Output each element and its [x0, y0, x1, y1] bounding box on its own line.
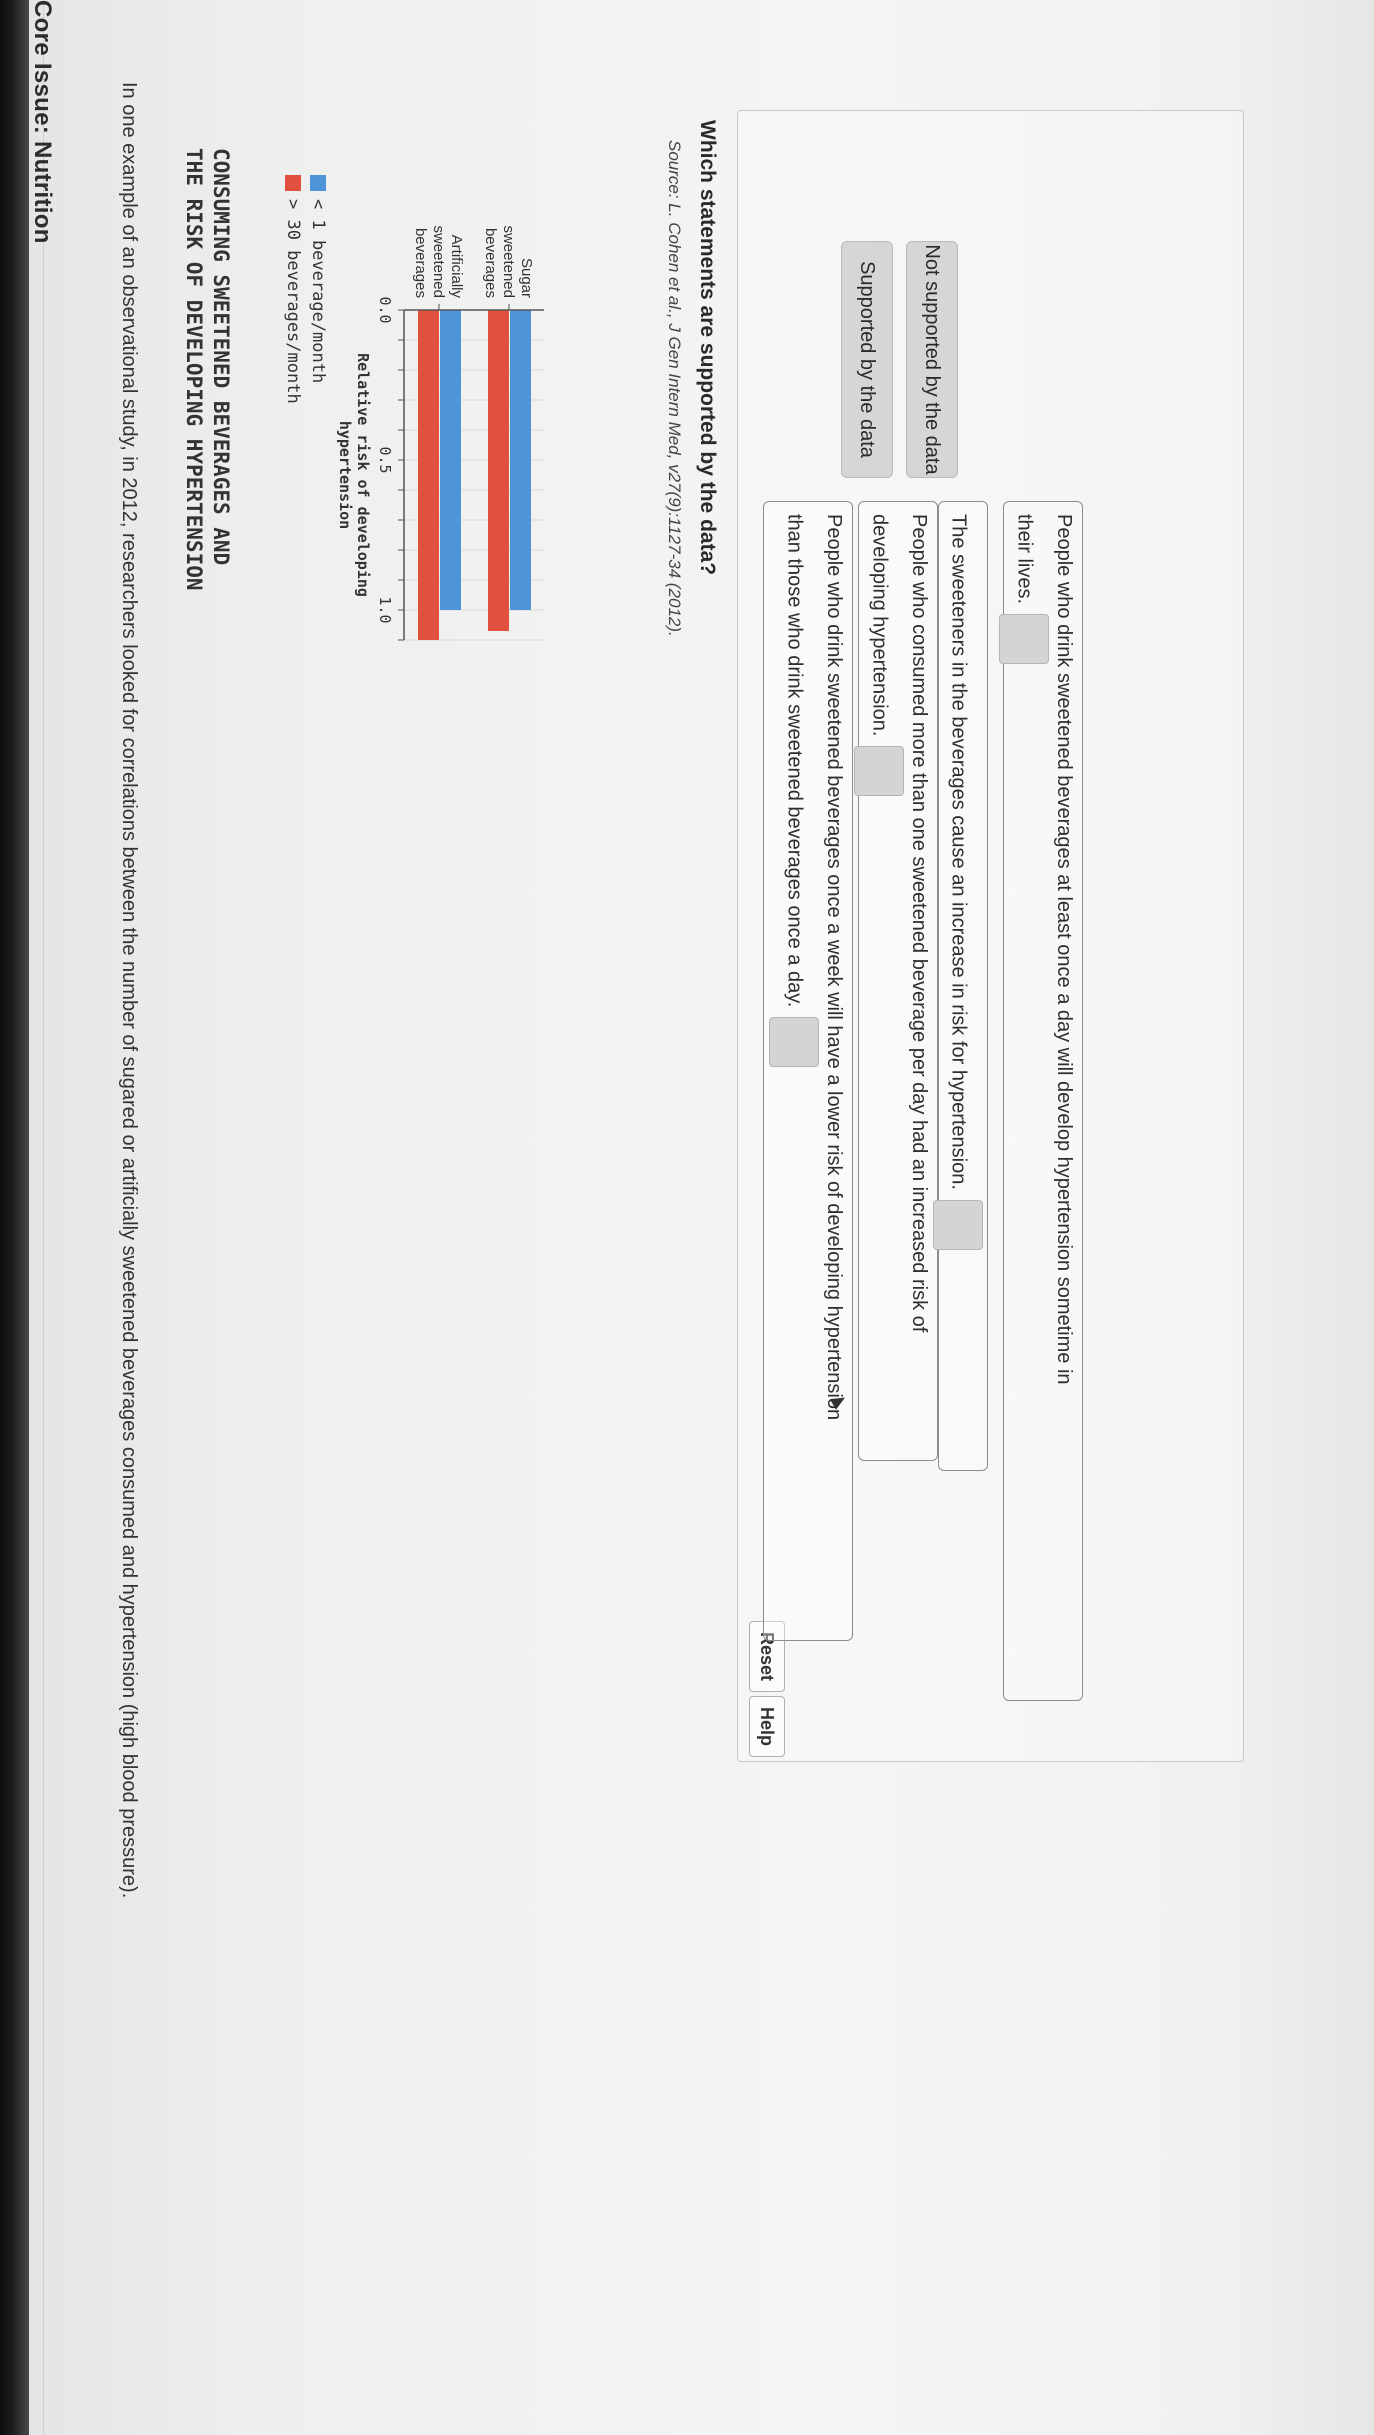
drop-target-1[interactable]	[769, 1017, 819, 1067]
x-tick-label: 0.5	[376, 446, 394, 474]
statement-4-row-2	[999, 514, 1049, 1688]
category-label: sweetened	[500, 225, 517, 298]
statement-box-3	[938, 501, 988, 1471]
statement-1-line-1: People who drink sweetened beverages once a week will have a lower risk of developing hypertension	[823, 514, 845, 1421]
legend-item-high	[282, 175, 304, 404]
monitor-bezel	[0, 0, 29, 2435]
statement-3-line-1: The sweeteners in the beverages cause an increase in risk for hypertension.	[947, 514, 970, 1190]
chart-title-line-1: CONSUMING SWEETENED BEVERAGES AND	[209, 148, 233, 566]
x-axis-label-line-2: hypertension	[336, 420, 354, 530]
not-supported-tile[interactable]: Not supported by the data	[906, 241, 958, 478]
x-tick-label: 0.0	[376, 296, 394, 324]
category-label: beverages	[482, 227, 499, 298]
category-label: beverages	[412, 227, 429, 298]
statement-2-row-2	[854, 514, 904, 1448]
chart-legend	[279, 175, 329, 404]
statement-box-2	[858, 501, 938, 1461]
supported-tile[interactable]: Supported by the data	[841, 241, 893, 478]
bar-chart-svg	[334, 160, 554, 660]
legend-swatch-blue	[310, 175, 326, 191]
statement-4-line-2: their lives.	[1013, 514, 1036, 605]
source-citation: Source: L. Cohen et al., J Gen Intern Med, v27(9):1127-34 (2012).	[665, 140, 684, 637]
statement-box-4	[1003, 501, 1083, 1701]
help-button[interactable]: Help	[749, 1696, 785, 1757]
statement-1-row-2	[769, 514, 819, 1628]
category-label: Sugar	[518, 257, 535, 298]
core-issue-heading: Core Issue: Nutrition	[29, 0, 56, 244]
category-label: Artificially	[448, 234, 465, 298]
x-axis-label-line-1: Relative risk of developing	[354, 353, 372, 597]
bar-high-1	[418, 310, 439, 640]
statement-box-1	[763, 501, 853, 1641]
drop-target-2[interactable]	[854, 746, 904, 796]
category-label: sweetened	[430, 225, 447, 298]
intro-text: In one example of an observational study, in 2012, researchers looked for correlations between the number of sugared or artificially sweetened beverages consumed and hypertension (high blood pressure).	[118, 82, 140, 1899]
statement-2-line-1: People who consumed more than one sweetened beverage per day had an increased risk of	[908, 514, 930, 1333]
statement-2-line-2: developing hypertension.	[868, 514, 891, 737]
drop-target-3[interactable]	[933, 1200, 983, 1250]
statement-4-line-1: People who drink sweetened beverages at least once a day will develop hypertension sometime in	[1053, 514, 1075, 1385]
legend-swatch-red	[285, 175, 301, 191]
sorting-panel	[737, 110, 1244, 1762]
legend-label-high: > 30 beverages/month	[283, 199, 303, 404]
question-prompt: Which statements are supported by the data?	[696, 120, 719, 576]
statement-3-row	[933, 514, 983, 1458]
statement-1-line-2: than those who drink sweetened beverages once a day.	[783, 514, 806, 1008]
chart-title	[180, 148, 234, 591]
chart-title-line-2: THE RISK OF DEVELOPING HYPERTENSION	[182, 148, 206, 591]
reset-button[interactable]: Reset	[749, 1621, 785, 1692]
header-divider	[43, 0, 44, 2435]
legend-item-low	[307, 175, 329, 404]
x-tick-label: 1.0	[376, 596, 394, 624]
legend-label-low: < 1 beverage/month	[308, 199, 328, 384]
bar-high-0	[488, 310, 509, 631]
drop-target-4[interactable]	[999, 614, 1049, 664]
bar-chart	[334, 160, 554, 660]
bar-low-0	[510, 310, 531, 610]
bar-low-1	[440, 310, 461, 610]
